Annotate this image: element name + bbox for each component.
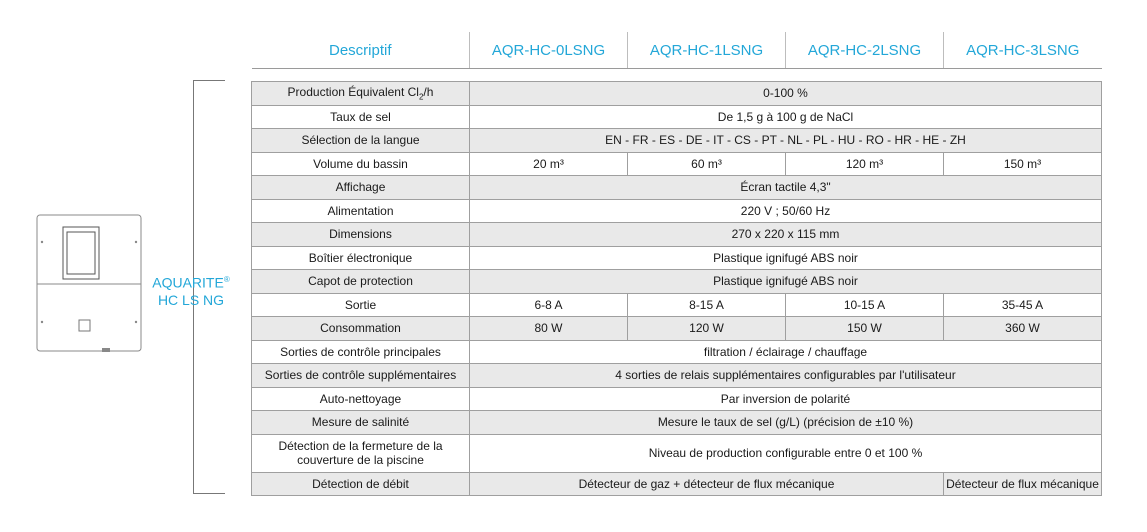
row-value: filtration / éclairage / chauffage	[470, 340, 1102, 364]
row-value: 4 sorties de relais supplémentaires configurables par l'utilisateur	[470, 364, 1102, 388]
product-name	[148, 271, 234, 309]
product-name-line1: AQUARITE	[152, 274, 224, 291]
row-value: 20 m³	[470, 152, 628, 176]
row-value: 120 W	[628, 317, 786, 341]
row-label: Sorties de contrôle principales	[252, 340, 470, 364]
row-label: Boîtier électronique	[252, 246, 470, 270]
table-row	[252, 246, 1102, 270]
header-row	[252, 32, 1102, 69]
row-value: Mesure le taux de sel (g/L) (précision de ±10 %)	[470, 411, 1102, 435]
row-label: Capot de protection	[252, 270, 470, 294]
row-label: Sortie	[252, 293, 470, 317]
row-label: Détection de la fermeture de la couverture de la piscine	[252, 434, 470, 472]
table-row	[252, 152, 1102, 176]
table-row	[252, 340, 1102, 364]
row-value: De 1,5 g à 100 g de NaCl	[470, 105, 1102, 129]
header-model-2: AQR-HC-2LSNG	[786, 32, 944, 69]
row-value: Plastique ignifugé ABS noir	[470, 270, 1102, 294]
row-value: 80 W	[470, 317, 628, 341]
row-label: Sélection de la langue	[252, 129, 470, 153]
row-label: Production Équivalent $Cl_2/h$	[252, 82, 470, 106]
row-value: 8-15 A	[628, 293, 786, 317]
row-value: Détecteur de gaz + détecteur de flux mécanique	[470, 472, 944, 496]
table-row	[252, 129, 1102, 153]
table-row	[252, 270, 1102, 294]
table-row	[252, 176, 1102, 200]
row-value: 220 V ; 50/60 Hz	[470, 199, 1102, 223]
spec-table	[251, 32, 1102, 496]
row-value: EN - FR - ES - DE - IT - CS - PT - NL - PL - HU - RO - HR - HE - ZH	[470, 129, 1102, 153]
row-value: Par inversion de polarité	[470, 387, 1102, 411]
registered-mark: ®	[223, 275, 230, 284]
table-row	[252, 472, 1102, 496]
table-row	[252, 199, 1102, 223]
row-label: Consommation	[252, 317, 470, 341]
row-value: 360 W	[944, 317, 1102, 341]
header-descriptif: Descriptif	[252, 32, 470, 69]
row-label: Mesure de salinité	[252, 411, 470, 435]
row-value: 270 x 220 x 115 mm	[470, 223, 1102, 247]
product-name-line2: HC LS NG	[157, 291, 225, 308]
row-value: Plastique ignifugé ABS noir	[470, 246, 1102, 270]
table-row	[252, 223, 1102, 247]
table-row	[252, 105, 1102, 129]
row-label: Détection de débit	[252, 472, 470, 496]
row-label: Alimentation	[252, 199, 470, 223]
row-label: Dimensions	[252, 223, 470, 247]
row-label: Sorties de contrôle supplémentaires	[252, 364, 470, 388]
row-value: 0-100 %	[470, 82, 1102, 106]
device-illustration-icon	[36, 214, 142, 352]
row-value: 6-8 A	[470, 293, 628, 317]
row-value: Détecteur de flux mécanique	[944, 472, 1102, 496]
table-row	[252, 317, 1102, 341]
row-value: 120 m³	[786, 152, 944, 176]
table-row	[252, 411, 1102, 435]
row-label: Auto-nettoyage	[252, 387, 470, 411]
row-value: 150 W	[786, 317, 944, 341]
row-value: 60 m³	[628, 152, 786, 176]
row-value: 150 m³	[944, 152, 1102, 176]
row-value: 10-15 A	[786, 293, 944, 317]
header-model-3: AQR-HC-3LSNG	[944, 32, 1102, 69]
header-model-1: AQR-HC-1LSNG	[628, 32, 786, 69]
table-row	[252, 387, 1102, 411]
header-model-0: AQR-HC-0LSNG	[470, 32, 628, 69]
table-row	[252, 364, 1102, 388]
row-label: Taux de sel	[252, 105, 470, 129]
table-row	[252, 293, 1102, 317]
row-label: Affichage	[252, 176, 470, 200]
row-value: Niveau de production configurable entre 0 et 100 %	[470, 434, 1102, 472]
row-value: 35-45 A	[944, 293, 1102, 317]
row-label: Volume du bassin	[252, 152, 470, 176]
table-row	[252, 82, 1102, 106]
table-row	[252, 434, 1102, 472]
row-value: Écran tactile 4,3"	[470, 176, 1102, 200]
